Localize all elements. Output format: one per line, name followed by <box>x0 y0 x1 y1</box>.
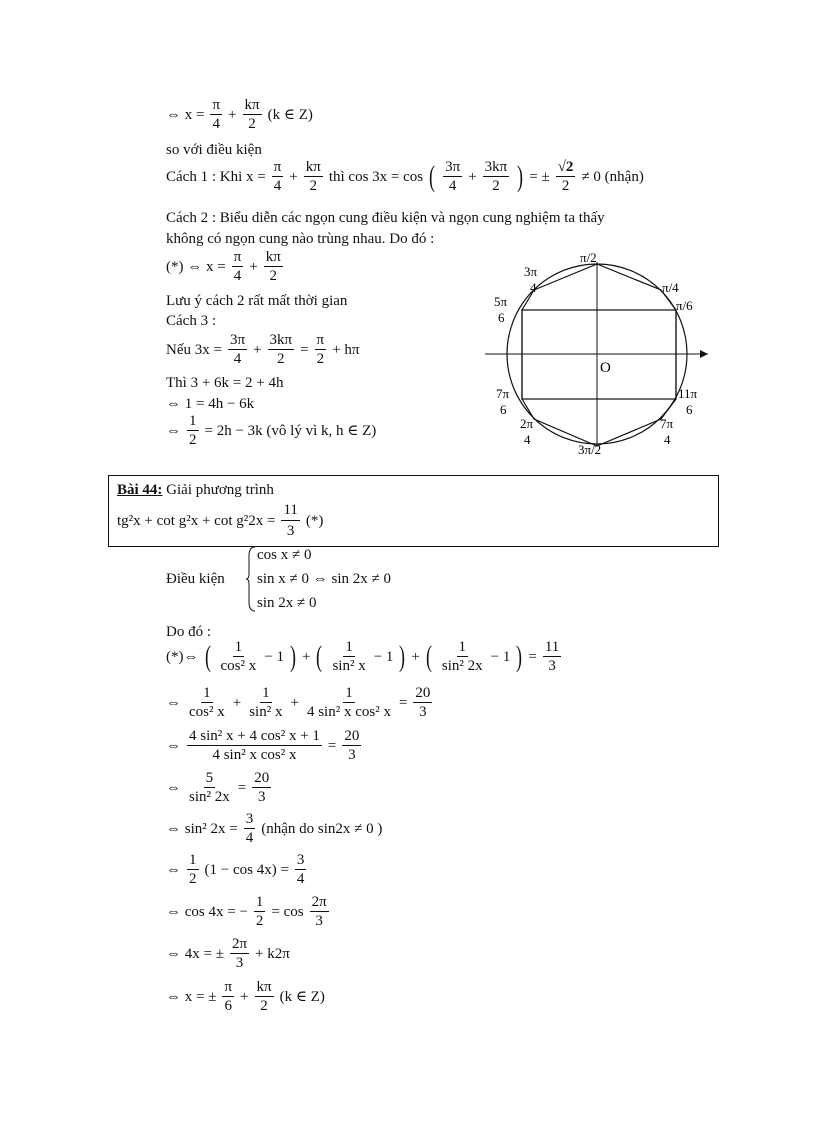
text-line: Lưu ý cách 2 rất mất thời gian <box>166 293 348 309</box>
solution-step-2: ⇔ $\frac{1}{\text{cos² x}}$ + $\frac{1}{\text{sin² x}}$ + $\frac{1}{\text{4 sin² x cos² x}}$ = $\frac{20}{3}$ <box>166 685 431 720</box>
eq-solution-line <box>166 98 313 132</box>
eq-text: (k ∈ Z) <box>267 106 313 123</box>
label-4b: 4 <box>524 432 531 447</box>
condition-3: sin 2x ≠ 0 <box>257 595 317 611</box>
label-2pi: 2π <box>520 416 534 431</box>
text-line: ⇔ 1 = 4h − 6k <box>166 396 255 412</box>
condition-1: cos x ≠ 0 <box>257 547 312 563</box>
eq-text: + <box>228 106 237 123</box>
label-origin: O <box>600 360 611 376</box>
label-3pi: 3π <box>524 264 538 279</box>
eq-line: (*) ⇔ x = $\frac{\pi}{4}$ + $\frac{k\pi}{2}$ <box>166 249 281 284</box>
solution-step-4: ⇔ $\frac{5}{\text{sin² 2x}}$ = $\frac{20}{3}$ <box>166 770 270 805</box>
label-6c: 6 <box>686 402 693 417</box>
eq-line: ⇔ $\frac{1}{2}$ = 2h − 3k (vô lý vì k, h ∈ Z) <box>166 413 377 448</box>
label-6: 6 <box>498 310 505 325</box>
solution-step-7: ⇔ cos 4x = − $\frac{1}{2}$ = cos $\frac{2\pi}{3}$ <box>166 894 327 929</box>
unit-circle-figure <box>480 248 720 473</box>
label-4: 4 <box>530 280 537 295</box>
problem-equation: tg²x + cot g²x + cot g²2x = $\frac{11}{3}$ (*) <box>117 502 324 539</box>
unit-circle-svg <box>480 248 720 473</box>
condition-2: sin x ≠ 0 ⇔ sin 2x ≠ 0 <box>257 571 391 587</box>
text-line: Cách 3 : <box>166 313 216 329</box>
text-line: Thì 3 + 6k = 2 + 4h <box>166 375 284 391</box>
brace-svg <box>246 546 256 612</box>
solution-step-3: ⇔ $\frac{\text{4 sin² x + 4 cos² x + 1}}{\text{4 sin² x cos² x}}$ = $\frac{20}{3}$ <box>166 728 360 763</box>
conditions-label: Điều kiện <box>166 571 225 587</box>
solution-step-6: ⇔ $\frac{1}{2}$ (1 − cos 4x) = $\frac{3}{4}$ <box>166 852 305 887</box>
eq-text: ⇔ x = <box>166 106 205 123</box>
eq-line: Nếu 3x = $\frac{3\pi}{4}$ + $\frac{3k\pi}{2}$ = $\frac{\pi}{2}$ + hπ <box>166 332 360 367</box>
label-11pi: 11π <box>678 386 698 401</box>
label-7pi: 7π <box>496 386 510 401</box>
text-line: không có ngọn cung nào trùng nhau. Do đó : <box>166 231 435 247</box>
solution-step-1: (*)⇔ ( $\frac{1}{\text{cos² x}}$ − 1 ) + ( $\frac{1}{\text{sin² x}}$ − 1 ) + ( $\frac{1}{\text{sin² 2x}}$ − 1 ) = $\frac{11}{3}$ <box>166 639 560 674</box>
problem-title: Bài 44: <box>117 482 163 498</box>
problem-title-rest: Giải phương trình <box>162 482 274 498</box>
text-line: so với điều kiện <box>166 142 262 158</box>
label-7pi-b: 7π <box>660 416 674 431</box>
fraction: $\frac{k\pi}{2}$ <box>244 97 260 132</box>
solution-step-8: ⇔ 4x = ± $\frac{2\pi}{3}$ + k2π <box>166 936 290 971</box>
text-line: Cách 2 : Biểu diễn các ngọn cung điều kiện và ngọn cung nghiệm ta thấy <box>166 210 605 226</box>
polygon <box>522 264 676 446</box>
label-5pi: 5π <box>494 294 508 309</box>
problem-title-line <box>117 482 274 499</box>
label-6b: 6 <box>500 402 507 417</box>
label-pi-2: π/2 <box>580 250 597 265</box>
label-3pi-2: 3π/2 <box>578 442 602 457</box>
problem-box <box>108 475 719 547</box>
brace <box>246 546 256 612</box>
text-line: Do đó : <box>166 624 211 640</box>
solution-step-5: ⇔ sin² 2x = $\frac{3}{4}$ (nhận do sin2x ≠ 0 ) <box>166 811 383 846</box>
x-axis-arrow <box>700 350 708 358</box>
fraction: $\frac{\pi}{4}$ <box>212 97 221 132</box>
label-pi-6: π/6 <box>676 298 693 313</box>
method1-line: Cách 1 : Khi x = $\frac{\pi}{4}$ + $\frac{k\pi}{2}$ thì cos 3x = cos ( $\frac{3\pi}{4}$ + $\frac{3k\pi}{2}$ ) = ± $\frac{√2}{2}$ ≠ 0 (nhận) <box>166 159 644 194</box>
label-pi-4: π/4 <box>662 280 679 295</box>
label-4c: 4 <box>664 432 671 447</box>
solution-step-9: ⇔ x = ± $\frac{\pi}{6}$ + $\frac{k\pi}{2}$ (k ∈ Z) <box>166 979 325 1014</box>
